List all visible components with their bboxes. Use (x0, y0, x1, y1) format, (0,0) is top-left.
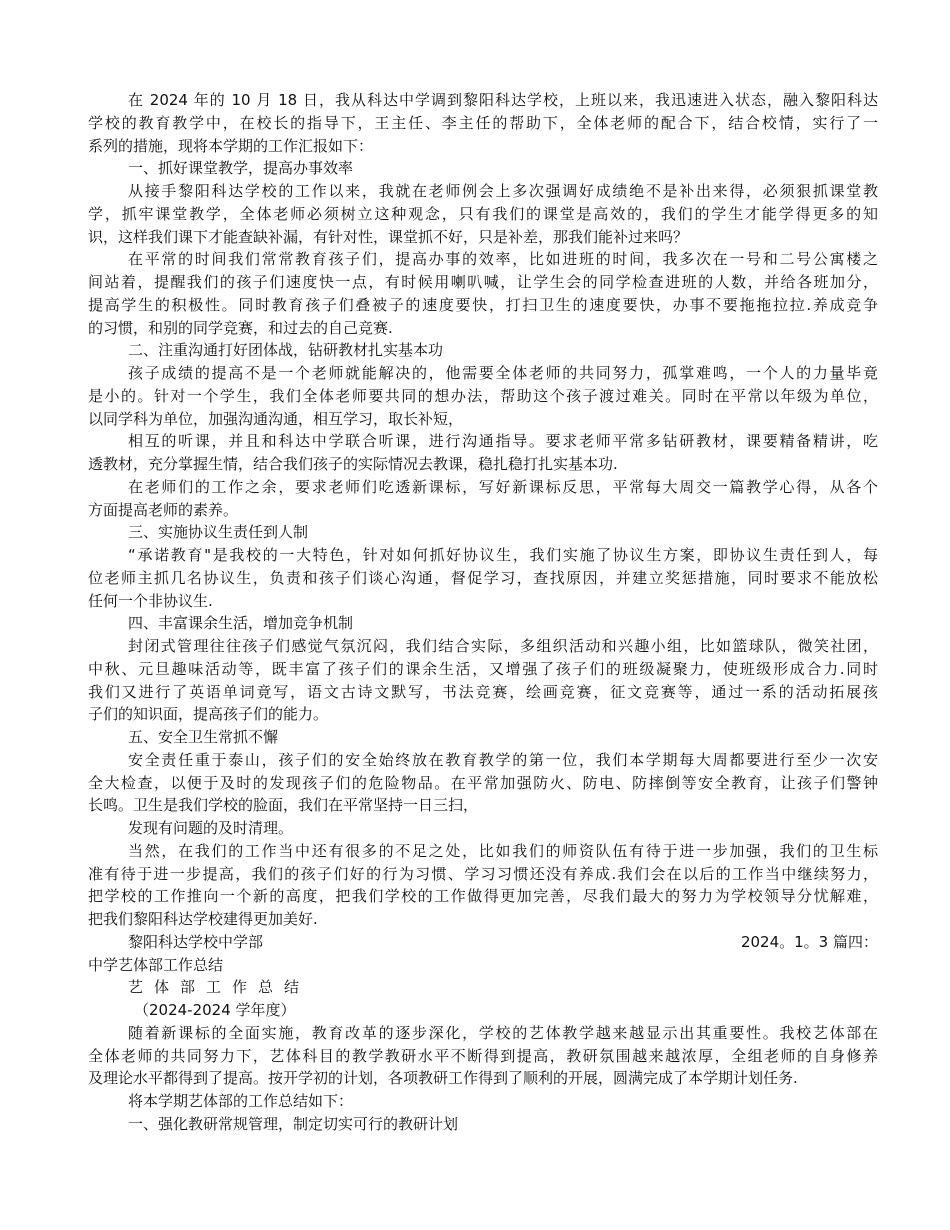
text-line: 全体老师的共同努力下，艺体科目的教学教研水平不断得到提高，教研氛围越来越浓厚，全组老师的自身修养 (88, 1047, 878, 1065)
text-line: 相互的听课，并且和科达中学联合听课，进行沟通指导。要求老师平常多钻研教材，课要精备精讲，吃 (128, 432, 878, 450)
text-line: 间站着，提醒我们的孩子们速度快一点，有时候用喇叭喊，让学生会的同学检查进班的人数，并给各班加分， (88, 273, 878, 291)
section-heading: 三、实施协议生责任到人制 (128, 523, 309, 541)
document-title: 中学艺体部工作总结 (88, 956, 224, 974)
text-line: 在 2024 年的 10 月 18 日，我从科达中学调到黎阳科达学校，上班以来，我迅速进入状态，融入黎阳科达 (128, 91, 878, 109)
text-line: 以同学科为单位，加强沟通沟通，相互学习，取长补短， (88, 410, 464, 428)
text-line: 将本学期艺体部的工作总结如下： (128, 1092, 354, 1110)
text-line: 的习惯，和别的同学竞赛，和过去的自己竞赛. (88, 319, 393, 337)
text-line: “承诺教育"是我校的一大特色，针对如何抓好协议生，我们实施了协议生方案，即协议生责任到人，每 (128, 546, 878, 564)
text-line: 长鸣。卫生是我们学校的脸面，我们在平常坚持一日三扫， (88, 796, 479, 814)
signature-date: 2024。1。3 篇四： (740, 933, 878, 951)
text-line: 准有待于进一步提高，我们的孩子们好的行为习惯、学习习惯还没有养成.我们会在以后的工作当中继续努力， (88, 865, 878, 883)
text-line: 随着新课标的全面实施，教育改革的逐步深化，学校的艺体教学越来越显示出其重要性。我校艺体部在 (128, 1024, 878, 1042)
text-line: 是小的。针对一个学生，我们全体老师要共同的想办法，帮助这个孩子渡过难关。同时在平常以年级为单位， (88, 387, 878, 405)
text-line: 孩子成绩的提高不是一个老师就能解决的，他需要全体老师的共同努力，孤掌难鸣，一个人的力量毕竟 (128, 364, 878, 382)
text-line: 识，这样我们课下才能查缺补漏，有针对性，课堂抓不好，只是补差，那我们能补过来吗？ (88, 228, 689, 246)
text-line: 及理论水平都得到了提高。按开学初的计划，各项教研工作得到了顺利的开展，圆满完成了本学期计划任务. (88, 1069, 798, 1087)
academic-year: （2024-2024 学年度） (134, 1001, 296, 1019)
text-line: 中秋、元旦趣味活动等，既丰富了孩子们的课余生活，又增强了孩子们的班级凝聚力，使班级形成合力.同时 (88, 660, 878, 678)
text-line: 提高学生的积极性。同时教育孩子们叠被子的速度要快，打扫卫生的速度要快，办事不要拖拖拉拉.养成竞争 (88, 296, 878, 314)
text-line: 把学校的工作推向一个新的高度，把我们学校的工作做得更加完善，尽我们最大的努力为学校领导分忧解难， (88, 887, 878, 905)
text-line: 透教材，充分掌握生情，结合我们孩子的实际情况去教课，稳扎稳打扎实基本功. (88, 455, 618, 473)
section-title: 艺体部工作总结 (128, 978, 311, 996)
text-line: 学，抓牢课堂教学，全体老师必须树立这种观念，只有我们的课堂是高效的，我们的学生才能学得更多的知 (88, 205, 878, 223)
text-line: 在平常的时间我们常常教育孩子们，提高办事的效率，比如进班的时间，我多次在一号和二号公寓楼之 (128, 250, 878, 268)
text-line: 子们的知识面，提高孩子们的能力。 (88, 705, 329, 723)
text-line: 我们又进行了英语单词竟写，语文古诗文默写，书法竞赛，绘画竞赛，征文竞赛等，通过一系的活动拓展孩 (88, 683, 878, 701)
text-line: 安全责任重于泰山，孩子们的安全始终放在教育教学的第一位，我们本学期每大周都要进行至少一次安 (128, 751, 878, 769)
text-line: 任何一个非协议生. (88, 592, 213, 610)
text-line: 封闭式管理往往孩子们感觉气氛沉闷，我们结合实际，多组织活动和兴趣小组，比如篮球队，微笑社团， (128, 637, 878, 655)
text-line: 位老师主抓几名协议生，负责和孩子们谈心沟通，督促学习，查找原因，并建立奖惩措施，同时要求不能放松 (88, 569, 878, 587)
text-line: 把我们黎阳科达学校建得更加美好. (88, 910, 318, 928)
text-line: 在老师们的工作之余，要求老师们吃透新课标，写好新课标反思，平常每大周交一篇教学心得，从各个 (128, 478, 878, 496)
text-line: 从接手黎阳科达学校的工作以来，我就在老师例会上多次强调好成绩绝不是补出来得，必须狠抓课堂教 (128, 182, 878, 200)
text-line: 方面提高老师的素养。 (88, 501, 239, 519)
section-heading: 一、抓好课堂教学，提高办事效率 (128, 159, 354, 177)
section-heading: 五、安全卫生常抓不懈 (128, 728, 279, 746)
section-heading: 四、丰富课余生活，增加竞争机制 (128, 614, 354, 632)
text-line: 发现有问题的及时清理。 (128, 819, 294, 837)
text-line: 学校的教育教学中，在校长的指导下，王主任、李主任的帮助下，全体老师的配合下，结合校情，实行了一 (88, 114, 878, 132)
section-heading: 一、强化教研常规管理，制定切实可行的教研计划 (128, 1115, 459, 1133)
signature-organization: 黎阳科达学校中学部 (128, 933, 264, 951)
text-line: 当然，在我们的工作当中还有很多的不足之处，比如我们的师资队伍有待于进一步加强，我们的卫生标 (128, 842, 878, 860)
text-line: 全大检查，以便于及时的发现孩子们的危险物品。在平常加强防火、防电、防摔倒等安全教育，让孩子们警钟 (88, 774, 878, 792)
text-line: 系列的措施，现将本学期的工作汇报如下： (88, 137, 374, 155)
section-heading: 二、注重沟通打好团体战，钻研教材扎实基本功 (128, 341, 444, 359)
